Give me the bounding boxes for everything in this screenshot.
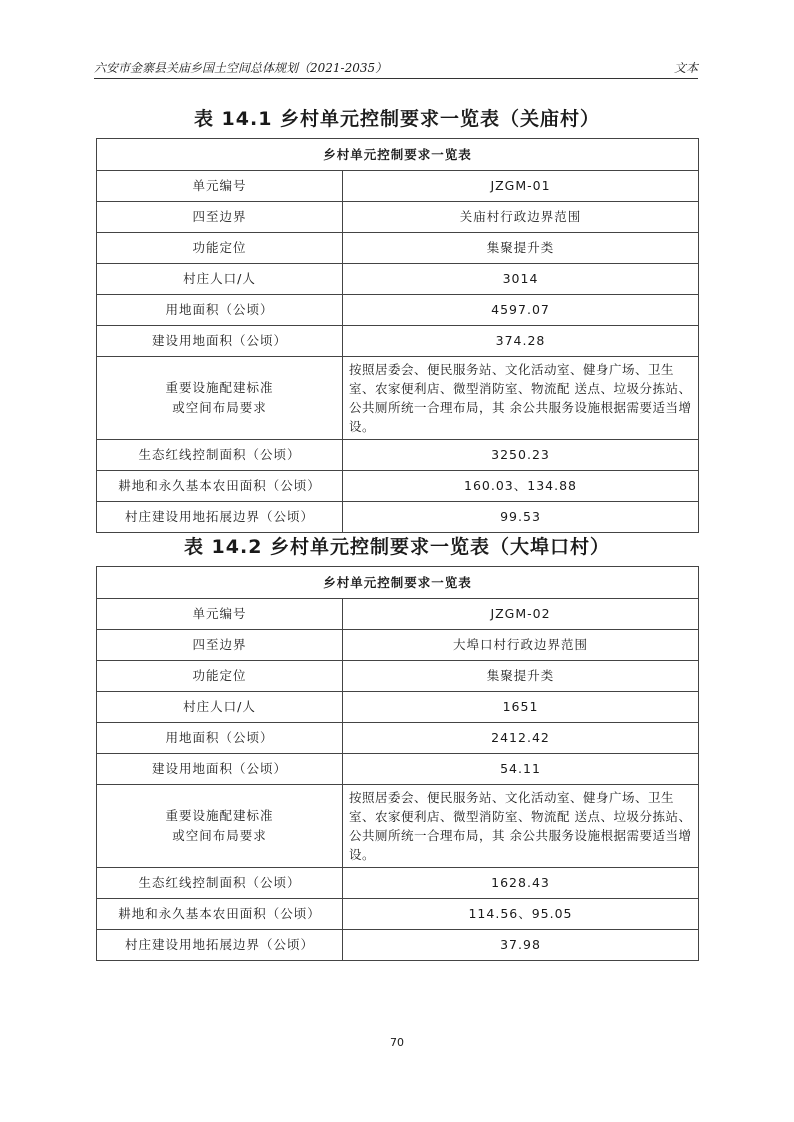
header-document-title: 六安市金寨县关庙乡国土空间总体规划（2021-2035） (94, 61, 388, 75)
row-value: 4597.07 (343, 295, 699, 326)
table-header-row (97, 567, 699, 599)
row-label: 村庄人口/人 (97, 692, 343, 723)
table-row (97, 233, 699, 264)
row-label: 四至边界 (97, 630, 343, 661)
table-header: 乡村单元控制要求一览表 (97, 139, 699, 171)
table-title: 表 14.1 乡村单元控制要求一览表（关庙村） (193, 108, 601, 130)
control-table (96, 566, 699, 961)
row-value: 3250.23 (343, 440, 699, 471)
row-value: JZGM-02 (343, 599, 699, 630)
row-value: 99.53 (343, 502, 699, 533)
row-value: 37.98 (343, 930, 699, 961)
row-label: 四至边界 (97, 202, 343, 233)
table-row (97, 723, 699, 754)
row-label: 耕地和永久基本农田面积（公顷） (97, 471, 343, 502)
row-label: 建设用地面积（公顷） (97, 326, 343, 357)
row-value: 160.03、134.88 (343, 471, 699, 502)
row-value: 集聚提升类 (343, 661, 699, 692)
header-section-label: 文本 (673, 61, 698, 75)
row-value: 114.56、95.05 (343, 899, 699, 930)
table-header: 乡村单元控制要求一览表 (97, 567, 699, 599)
page-number: 70 (390, 1036, 404, 1049)
row-value: 54.11 (343, 754, 699, 785)
table-row (97, 661, 699, 692)
row-label: 村庄人口/人 (97, 264, 343, 295)
table-row (97, 440, 699, 471)
table-row (97, 599, 699, 630)
table-row (97, 692, 699, 723)
table-row (97, 502, 699, 533)
row-value: 1628.43 (343, 868, 699, 899)
table-row (97, 202, 699, 233)
row-label: 耕地和永久基本农田面积（公顷） (97, 899, 343, 930)
row-label: 功能定位 (97, 661, 343, 692)
table-row (97, 264, 699, 295)
table-row (97, 899, 699, 930)
row-value: 2412.42 (343, 723, 699, 754)
table-title: 表 14.2 乡村单元控制要求一览表（大埠口村） (183, 536, 611, 558)
row-label: 村庄建设用地拓展边界（公顷） (97, 502, 343, 533)
row-label: 生态红线控制面积（公顷） (97, 440, 343, 471)
table-row (97, 785, 699, 868)
row-value: JZGM-01 (343, 171, 699, 202)
table-row (97, 171, 699, 202)
row-value: 关庙村行政边界范围 (343, 202, 699, 233)
row-label: 单元编号 (97, 171, 343, 202)
row-label: 重要设施配建标准 或空间布局要求 (97, 357, 343, 440)
row-value: 大埠口村行政边界范围 (343, 630, 699, 661)
table-row (97, 868, 699, 899)
row-label: 重要设施配建标准 或空间布局要求 (97, 785, 343, 868)
row-label: 用地面积（公顷） (97, 295, 343, 326)
row-value: 集聚提升类 (343, 233, 699, 264)
table-row (97, 630, 699, 661)
table-header-row (97, 139, 699, 171)
table-row (97, 326, 699, 357)
row-value: 按照居委会、便民服务站、文化活动室、健身广场、卫生室、农家便利店、微型消防室、物流配 送点、垃圾分拣站、公共厕所统一合理布局，其 余公共服务设施根据需要适当增设。 (343, 357, 699, 440)
table-row (97, 357, 699, 440)
row-label: 单元编号 (97, 599, 343, 630)
row-value: 按照居委会、便民服务站、文化活动室、健身广场、卫生室、农家便利店、微型消防室、物流配 送点、垃圾分拣站、公共厕所统一合理布局，其 余公共服务设施根据需要适当增设。 (343, 785, 699, 868)
row-value: 1651 (343, 692, 699, 723)
table-row (97, 754, 699, 785)
row-label: 建设用地面积（公顷） (97, 754, 343, 785)
row-label: 用地面积（公顷） (97, 723, 343, 754)
row-value: 3014 (343, 264, 699, 295)
page-header (94, 56, 698, 79)
control-table (96, 138, 699, 533)
table-row (97, 295, 699, 326)
row-label: 功能定位 (97, 233, 343, 264)
row-label: 生态红线控制面积（公顷） (97, 868, 343, 899)
row-label: 村庄建设用地拓展边界（公顷） (97, 930, 343, 961)
table-row (97, 471, 699, 502)
table-row (97, 930, 699, 961)
row-value: 374.28 (343, 326, 699, 357)
